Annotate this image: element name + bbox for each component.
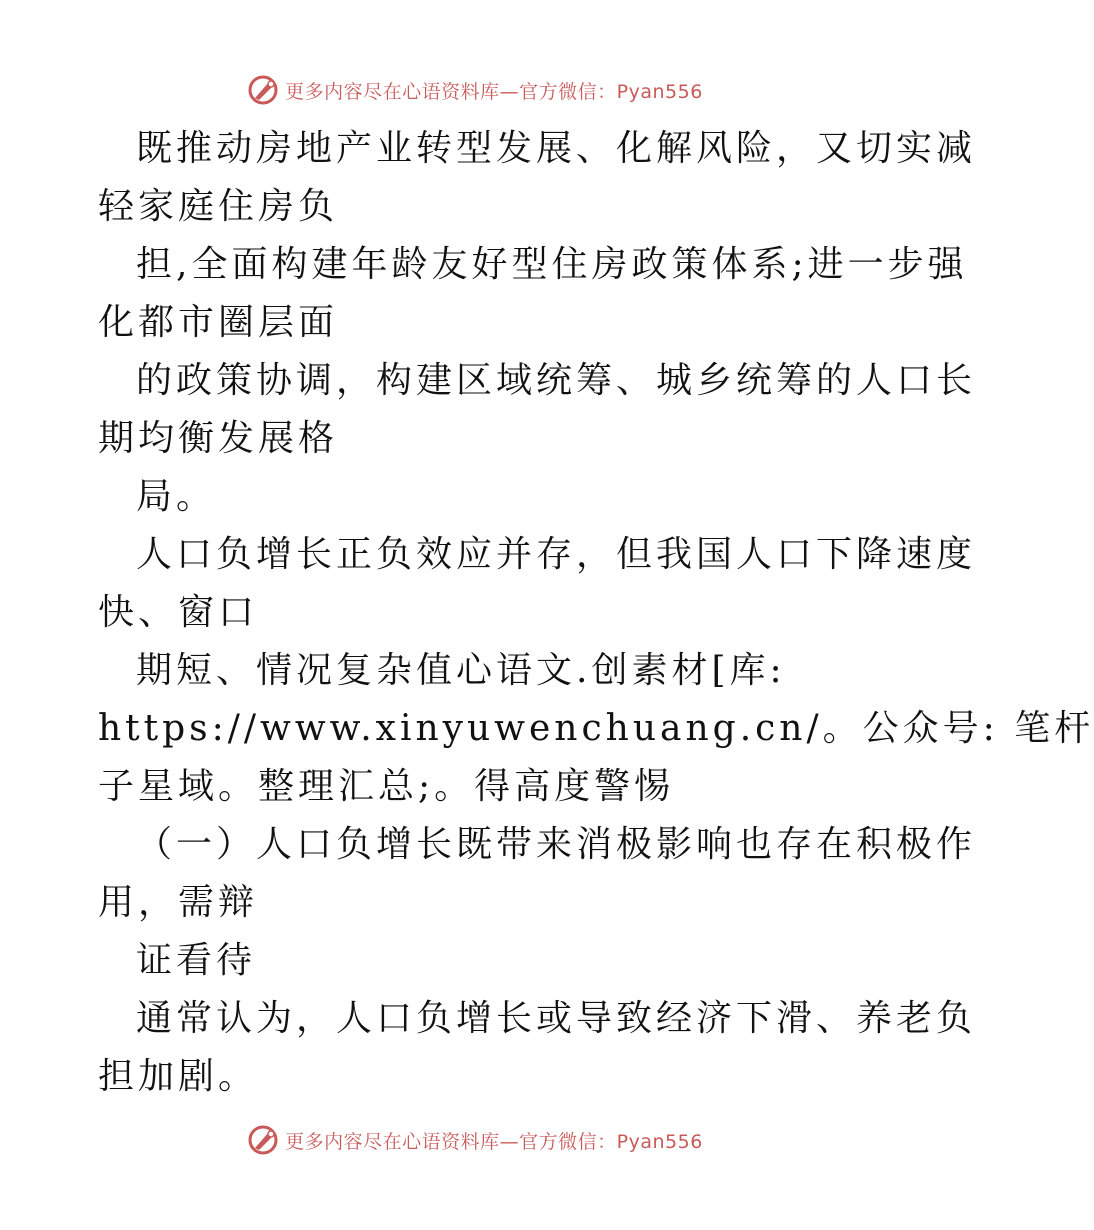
body-line: 期短、情况复杂值心语文.创素材[库: bbox=[136, 650, 786, 691]
footer-separator: — bbox=[499, 1130, 520, 1153]
footer-contact: 官方微信：Pyan556 bbox=[519, 1130, 703, 1153]
section-heading: （一）人口负增长既带来消极影响也存在积极作 bbox=[136, 824, 977, 865]
footer-title: 更多内容尽在心语资料库 bbox=[285, 1130, 500, 1153]
body-line: 通常认为，人口负增长或导致经济下滑、养老负 bbox=[136, 998, 977, 1039]
pen-logo-icon bbox=[247, 1124, 279, 1156]
body-line: 期均衡发展格 bbox=[98, 418, 339, 459]
header-title: 更多内容尽在心语资料库 bbox=[285, 80, 500, 103]
body-line: 局。 bbox=[136, 476, 217, 517]
page-header bbox=[0, 72, 950, 108]
body-line: 化都市圈层面 bbox=[98, 302, 339, 343]
header-contact: 官方微信：Pyan556 bbox=[519, 80, 703, 103]
header-caption bbox=[285, 77, 703, 104]
header-separator: — bbox=[499, 80, 520, 103]
body-line: 证看待 bbox=[136, 940, 257, 981]
document-body bbox=[98, 120, 1094, 1106]
body-line: 人口负增长正负效应并存，但我国人口下降速度 bbox=[136, 534, 977, 575]
page-footer bbox=[0, 1122, 950, 1158]
body-line: 的政策协调，构建区域统筹、城乡统筹的人口长 bbox=[136, 360, 977, 401]
body-line: 轻家庭住房负 bbox=[98, 186, 339, 227]
pen-logo-icon bbox=[247, 74, 279, 106]
body-line: 担加剧。 bbox=[98, 1056, 259, 1097]
body-line: 子星域。整理汇总;。得高度警惕 bbox=[98, 766, 675, 807]
body-line: 既推动房地产业转型发展、化解风险，又切实减 bbox=[136, 128, 977, 169]
body-line-link: https://www.xinyuwenchuang.cn/。公众号: 笔杆 bbox=[98, 708, 1094, 749]
body-line: 担,全面构建年龄友好型住房政策体系;进一步强 bbox=[136, 244, 968, 285]
body-line: 用，需辩 bbox=[98, 882, 259, 923]
footer-caption bbox=[285, 1127, 703, 1154]
body-line: 快、窗口 bbox=[98, 592, 259, 633]
